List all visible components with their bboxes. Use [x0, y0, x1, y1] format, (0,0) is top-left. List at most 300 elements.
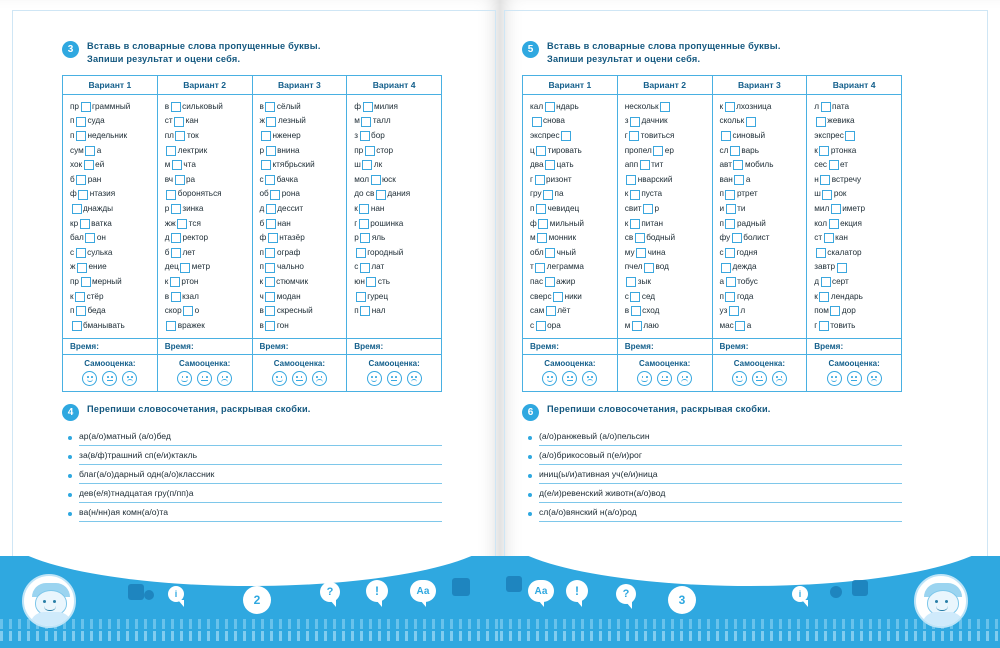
missing-letter-box[interactable] — [81, 277, 91, 287]
word-entry[interactable] — [625, 231, 708, 246]
word-entry[interactable] — [354, 143, 437, 158]
sad-face-icon[interactable] — [312, 371, 327, 386]
missing-letter-box[interactable] — [725, 102, 735, 112]
word-entry[interactable] — [165, 275, 248, 290]
missing-letter-box[interactable] — [819, 146, 829, 156]
word-entry[interactable] — [70, 202, 153, 217]
word-entry[interactable] — [814, 173, 897, 188]
word-entry[interactable] — [530, 158, 613, 173]
word-entry[interactable] — [530, 202, 613, 217]
missing-letter-box[interactable] — [821, 102, 831, 112]
missing-letter-box[interactable] — [84, 160, 94, 170]
time-label[interactable]: Время: — [63, 339, 158, 355]
word-entry[interactable] — [625, 173, 708, 188]
missing-letter-box[interactable] — [177, 219, 187, 229]
missing-letter-box[interactable] — [265, 102, 275, 112]
word-entry[interactable] — [530, 100, 613, 115]
missing-letter-box[interactable] — [76, 117, 86, 127]
word-entry[interactable] — [814, 114, 897, 129]
word-entry[interactable] — [530, 260, 613, 275]
missing-letter-box[interactable] — [725, 219, 735, 229]
missing-letter-box[interactable] — [735, 321, 745, 331]
word-entry[interactable] — [260, 202, 343, 217]
missing-letter-box[interactable] — [265, 292, 275, 302]
word-entry[interactable] — [165, 319, 248, 334]
word-entry[interactable] — [530, 231, 613, 246]
missing-letter-box[interactable] — [626, 175, 636, 185]
word-entry[interactable] — [720, 319, 803, 334]
missing-letter-box[interactable] — [561, 131, 571, 141]
missing-letter-box[interactable] — [821, 277, 831, 287]
word-entry[interactable] — [625, 304, 708, 319]
happy-face-icon[interactable] — [637, 371, 652, 386]
word-entry[interactable] — [625, 187, 708, 202]
word-entry[interactable] — [530, 143, 613, 158]
word-entry[interactable] — [814, 216, 897, 231]
word-entry[interactable] — [354, 173, 437, 188]
phrase-text[interactable]: ва(н/нн)ая комн(а/о)та — [79, 505, 442, 522]
missing-letter-box[interactable] — [644, 263, 654, 273]
word-entry[interactable] — [530, 304, 613, 319]
word-entry[interactable] — [260, 158, 343, 173]
word-entry[interactable] — [70, 129, 153, 144]
missing-letter-box[interactable] — [816, 117, 826, 127]
word-entry[interactable] — [354, 202, 437, 217]
missing-letter-box[interactable] — [829, 160, 839, 170]
word-entry[interactable] — [70, 304, 153, 319]
missing-letter-box[interactable] — [630, 117, 640, 127]
missing-letter-box[interactable] — [630, 292, 640, 302]
missing-letter-box[interactable] — [376, 190, 386, 200]
missing-letter-box[interactable] — [266, 146, 276, 156]
word-entry[interactable] — [625, 246, 708, 261]
word-entry[interactable] — [70, 173, 153, 188]
self-evaluation-cell[interactable] — [617, 355, 712, 392]
missing-letter-box[interactable] — [76, 248, 86, 258]
word-entry[interactable] — [625, 114, 708, 129]
missing-letter-box[interactable] — [265, 277, 275, 287]
word-entry[interactable] — [260, 114, 343, 129]
missing-letter-box[interactable] — [166, 146, 176, 156]
word-entry[interactable] — [720, 216, 803, 231]
sad-face-icon[interactable] — [407, 371, 422, 386]
missing-letter-box[interactable] — [626, 277, 636, 287]
word-entry[interactable] — [720, 289, 803, 304]
word-entry[interactable] — [70, 246, 153, 261]
phrase-text[interactable]: (а/о)ранжевый (а/о)пельсин — [539, 429, 902, 446]
missing-letter-box[interactable] — [261, 131, 271, 141]
word-entry[interactable] — [165, 173, 248, 188]
missing-letter-box[interactable] — [545, 160, 555, 170]
word-entry[interactable] — [165, 187, 248, 202]
word-entry[interactable] — [814, 289, 897, 304]
missing-letter-box[interactable] — [362, 160, 372, 170]
word-entry[interactable] — [165, 246, 248, 261]
word-entry[interactable] — [354, 304, 437, 319]
missing-letter-box[interactable] — [635, 233, 645, 243]
word-entry[interactable] — [70, 275, 153, 290]
happy-face-icon[interactable] — [367, 371, 382, 386]
missing-letter-box[interactable] — [629, 131, 639, 141]
happy-face-icon[interactable] — [272, 371, 287, 386]
word-entry[interactable] — [814, 319, 897, 334]
word-entry[interactable] — [70, 231, 153, 246]
missing-letter-box[interactable] — [536, 321, 546, 331]
word-entry[interactable] — [625, 275, 708, 290]
word-entry[interactable] — [260, 319, 343, 334]
missing-letter-box[interactable] — [845, 131, 855, 141]
word-entry[interactable] — [814, 304, 897, 319]
smiley-rating-group[interactable] — [161, 371, 249, 386]
missing-letter-box[interactable] — [171, 204, 181, 214]
missing-letter-box[interactable] — [175, 131, 185, 141]
missing-letter-box[interactable] — [640, 160, 650, 170]
missing-letter-box[interactable] — [180, 263, 190, 273]
missing-letter-box[interactable] — [660, 102, 670, 112]
missing-letter-box[interactable] — [732, 233, 742, 243]
word-entry[interactable] — [720, 129, 803, 144]
smiley-rating-group[interactable] — [810, 371, 898, 386]
missing-letter-box[interactable] — [636, 248, 646, 258]
word-entry[interactable] — [260, 289, 343, 304]
word-entry[interactable] — [814, 100, 897, 115]
word-entry[interactable] — [260, 231, 343, 246]
word-entry[interactable] — [260, 304, 343, 319]
missing-letter-box[interactable] — [535, 263, 545, 273]
missing-letter-box[interactable] — [80, 219, 90, 229]
phrase-text[interactable]: д(е/и)ревенский животн(а/о)вод — [539, 486, 902, 503]
word-entry[interactable] — [354, 129, 437, 144]
word-entry[interactable] — [720, 187, 803, 202]
word-entry[interactable] — [625, 319, 708, 334]
missing-letter-box[interactable] — [535, 175, 545, 185]
missing-letter-box[interactable] — [725, 292, 735, 302]
word-entry[interactable] — [530, 129, 613, 144]
happy-face-icon[interactable] — [827, 371, 842, 386]
word-entry[interactable] — [165, 216, 248, 231]
missing-letter-box[interactable] — [171, 233, 181, 243]
word-entry[interactable] — [625, 216, 708, 231]
self-evaluation-cell[interactable] — [63, 355, 158, 392]
smiley-rating-group[interactable] — [256, 371, 344, 386]
word-entry[interactable] — [720, 100, 803, 115]
neutral-face-icon[interactable] — [752, 371, 767, 386]
word-entry[interactable] — [354, 158, 437, 173]
word-entry[interactable] — [70, 187, 153, 202]
missing-letter-box[interactable] — [730, 146, 740, 156]
time-label[interactable]: Время: — [712, 339, 807, 355]
missing-letter-box[interactable] — [631, 306, 641, 316]
self-evaluation-cell[interactable] — [252, 355, 347, 392]
time-label[interactable]: Время: — [157, 339, 252, 355]
missing-letter-box[interactable] — [261, 160, 271, 170]
word-entry[interactable] — [625, 158, 708, 173]
word-entry[interactable] — [165, 143, 248, 158]
word-entry[interactable] — [625, 289, 708, 304]
missing-letter-box[interactable] — [829, 219, 839, 229]
missing-letter-box[interactable] — [366, 277, 376, 287]
missing-letter-box[interactable] — [265, 306, 275, 316]
phrase-text[interactable]: ар(а/о)матный (а/о)бед — [79, 429, 442, 446]
sad-face-icon[interactable] — [772, 371, 787, 386]
word-entry[interactable] — [625, 129, 708, 144]
missing-letter-box[interactable] — [265, 263, 275, 273]
word-entry[interactable] — [530, 289, 613, 304]
word-entry[interactable] — [530, 173, 613, 188]
word-entry[interactable] — [530, 246, 613, 261]
missing-letter-box[interactable] — [537, 233, 547, 243]
missing-letter-box[interactable] — [360, 233, 370, 243]
word-entry[interactable] — [720, 260, 803, 275]
smiley-rating-group[interactable] — [66, 371, 154, 386]
missing-letter-box[interactable] — [725, 190, 735, 200]
word-entry[interactable] — [625, 260, 708, 275]
word-entry[interactable] — [530, 275, 613, 290]
neutral-face-icon[interactable] — [102, 371, 117, 386]
happy-face-icon[interactable] — [732, 371, 747, 386]
word-entry[interactable] — [165, 289, 248, 304]
missing-letter-box[interactable] — [361, 117, 371, 127]
missing-letter-box[interactable] — [643, 204, 653, 214]
sad-face-icon[interactable] — [122, 371, 137, 386]
word-entry[interactable] — [260, 129, 343, 144]
word-entry[interactable] — [260, 143, 343, 158]
missing-letter-box[interactable] — [536, 146, 546, 156]
self-evaluation-cell[interactable] — [347, 355, 442, 392]
missing-letter-box[interactable] — [553, 292, 563, 302]
phrase-text[interactable]: (а/о)брикосовый п(е/и)рог — [539, 448, 902, 465]
missing-letter-box[interactable] — [830, 306, 840, 316]
missing-letter-box[interactable] — [266, 204, 276, 214]
missing-letter-box[interactable] — [632, 321, 642, 331]
missing-letter-box[interactable] — [268, 233, 278, 243]
word-entry[interactable] — [70, 319, 153, 334]
word-entry[interactable] — [70, 260, 153, 275]
missing-letter-box[interactable] — [166, 190, 176, 200]
missing-letter-box[interactable] — [721, 131, 731, 141]
word-entry[interactable] — [354, 100, 437, 115]
word-entry[interactable] — [720, 173, 803, 188]
missing-letter-box[interactable] — [85, 233, 95, 243]
neutral-face-icon[interactable] — [197, 371, 212, 386]
word-entry[interactable] — [814, 129, 897, 144]
word-entry[interactable] — [165, 260, 248, 275]
word-entry[interactable] — [354, 246, 437, 261]
missing-letter-box[interactable] — [174, 117, 184, 127]
word-entry[interactable] — [354, 260, 437, 275]
missing-letter-box[interactable] — [733, 160, 743, 170]
missing-letter-box[interactable] — [360, 263, 370, 273]
word-entry[interactable] — [70, 289, 153, 304]
missing-letter-box[interactable] — [72, 204, 82, 214]
word-entry[interactable] — [260, 187, 343, 202]
missing-letter-box[interactable] — [360, 131, 370, 141]
word-entry[interactable] — [720, 114, 803, 129]
sad-face-icon[interactable] — [867, 371, 882, 386]
phrase-text[interactable]: сл(а/о)вянский н(а/о)род — [539, 505, 902, 522]
missing-letter-box[interactable] — [265, 248, 275, 258]
missing-letter-box[interactable] — [819, 321, 829, 331]
missing-letter-box[interactable] — [831, 204, 841, 214]
missing-letter-box[interactable] — [365, 146, 375, 156]
missing-letter-box[interactable] — [837, 263, 847, 273]
word-entry[interactable] — [354, 275, 437, 290]
phrase-text[interactable]: дев(е/я)тнадцатая гру(п/пп)а — [79, 486, 442, 503]
word-entry[interactable] — [530, 114, 613, 129]
missing-letter-box[interactable] — [726, 277, 736, 287]
missing-letter-box[interactable] — [76, 306, 86, 316]
word-entry[interactable] — [720, 231, 803, 246]
word-entry[interactable] — [260, 246, 343, 261]
missing-letter-box[interactable] — [75, 292, 85, 302]
time-label[interactable]: Время: — [523, 339, 618, 355]
word-entry[interactable] — [260, 260, 343, 275]
phrase-text[interactable]: иниц(ы/и)ативная уч(е/и)ница — [539, 467, 902, 484]
missing-letter-box[interactable] — [819, 292, 829, 302]
neutral-face-icon[interactable] — [292, 371, 307, 386]
missing-letter-box[interactable] — [545, 102, 555, 112]
word-entry[interactable] — [260, 275, 343, 290]
smiley-rating-group[interactable] — [621, 371, 709, 386]
word-entry[interactable] — [70, 114, 153, 129]
word-entry[interactable] — [720, 304, 803, 319]
word-entry[interactable] — [70, 100, 153, 115]
missing-letter-box[interactable] — [545, 277, 555, 287]
missing-letter-box[interactable] — [265, 321, 275, 331]
word-entry[interactable] — [720, 275, 803, 290]
word-entry[interactable] — [70, 143, 153, 158]
sad-face-icon[interactable] — [582, 371, 597, 386]
missing-letter-box[interactable] — [78, 190, 88, 200]
missing-letter-box[interactable] — [630, 219, 640, 229]
missing-letter-box[interactable] — [183, 306, 193, 316]
happy-face-icon[interactable] — [177, 371, 192, 386]
happy-face-icon[interactable] — [82, 371, 97, 386]
missing-letter-box[interactable] — [630, 190, 640, 200]
missing-letter-box[interactable] — [536, 204, 546, 214]
missing-letter-box[interactable] — [356, 248, 366, 258]
missing-letter-box[interactable] — [76, 131, 86, 141]
word-entry[interactable] — [530, 187, 613, 202]
missing-letter-box[interactable] — [734, 175, 744, 185]
word-entry[interactable] — [354, 187, 437, 202]
missing-letter-box[interactable] — [545, 248, 555, 258]
word-entry[interactable] — [165, 114, 248, 129]
word-entry[interactable] — [70, 158, 153, 173]
missing-letter-box[interactable] — [72, 321, 82, 331]
missing-letter-box[interactable] — [820, 175, 830, 185]
self-evaluation-cell[interactable] — [157, 355, 252, 392]
missing-letter-box[interactable] — [532, 117, 542, 127]
missing-letter-box[interactable] — [77, 263, 87, 273]
missing-letter-box[interactable] — [172, 160, 182, 170]
missing-letter-box[interactable] — [726, 204, 736, 214]
missing-letter-box[interactable] — [171, 292, 181, 302]
word-entry[interactable] — [354, 231, 437, 246]
sad-face-icon[interactable] — [217, 371, 232, 386]
word-entry[interactable] — [720, 202, 803, 217]
missing-letter-box[interactable] — [171, 248, 181, 258]
missing-letter-box[interactable] — [166, 321, 176, 331]
missing-letter-box[interactable] — [265, 175, 275, 185]
word-entry[interactable] — [814, 143, 897, 158]
word-entry[interactable] — [814, 187, 897, 202]
missing-letter-box[interactable] — [356, 292, 366, 302]
self-evaluation-cell[interactable] — [712, 355, 807, 392]
missing-letter-box[interactable] — [81, 102, 91, 112]
word-entry[interactable] — [814, 260, 897, 275]
word-entry[interactable] — [720, 246, 803, 261]
missing-letter-box[interactable] — [363, 102, 373, 112]
word-entry[interactable] — [260, 173, 343, 188]
missing-letter-box[interactable] — [746, 117, 756, 127]
word-entry[interactable] — [814, 158, 897, 173]
sad-face-icon[interactable] — [677, 371, 692, 386]
word-entry[interactable] — [720, 158, 803, 173]
missing-letter-box[interactable] — [816, 248, 826, 258]
missing-letter-box[interactable] — [546, 306, 556, 316]
missing-letter-box[interactable] — [360, 306, 370, 316]
word-entry[interactable] — [354, 216, 437, 231]
word-entry[interactable] — [260, 100, 343, 115]
word-entry[interactable] — [354, 114, 437, 129]
time-label[interactable]: Время: — [617, 339, 712, 355]
word-entry[interactable] — [530, 319, 613, 334]
word-entry[interactable] — [814, 202, 897, 217]
smiley-rating-group[interactable] — [716, 371, 804, 386]
time-label[interactable]: Время: — [252, 339, 347, 355]
missing-letter-box[interactable] — [729, 306, 739, 316]
missing-letter-box[interactable] — [653, 146, 663, 156]
missing-letter-box[interactable] — [543, 190, 553, 200]
missing-letter-box[interactable] — [170, 277, 180, 287]
missing-letter-box[interactable] — [266, 117, 276, 127]
missing-letter-box[interactable] — [171, 102, 181, 112]
missing-letter-box[interactable] — [721, 263, 731, 273]
missing-letter-box[interactable] — [85, 146, 95, 156]
word-entry[interactable] — [720, 143, 803, 158]
neutral-face-icon[interactable] — [847, 371, 862, 386]
word-entry[interactable] — [625, 100, 708, 115]
word-entry[interactable] — [814, 231, 897, 246]
happy-face-icon[interactable] — [542, 371, 557, 386]
word-entry[interactable] — [165, 129, 248, 144]
word-entry[interactable] — [165, 231, 248, 246]
word-entry[interactable] — [165, 100, 248, 115]
missing-letter-box[interactable] — [371, 175, 381, 185]
word-entry[interactable] — [165, 158, 248, 173]
smiley-rating-group[interactable] — [526, 371, 614, 386]
missing-letter-box[interactable] — [175, 175, 185, 185]
missing-letter-box[interactable] — [824, 233, 834, 243]
missing-letter-box[interactable] — [76, 175, 86, 185]
word-entry[interactable] — [354, 289, 437, 304]
missing-letter-box[interactable] — [822, 190, 832, 200]
missing-letter-box[interactable] — [359, 219, 369, 229]
word-entry[interactable] — [625, 143, 708, 158]
missing-letter-box[interactable] — [359, 204, 369, 214]
time-label[interactable]: Время: — [807, 339, 902, 355]
word-entry[interactable] — [814, 275, 897, 290]
phrase-text[interactable]: благ(а/о)дарный одн(а/о)классник — [79, 467, 442, 484]
word-entry[interactable] — [260, 216, 343, 231]
neutral-face-icon[interactable] — [387, 371, 402, 386]
word-entry[interactable] — [814, 246, 897, 261]
word-entry[interactable] — [625, 202, 708, 217]
neutral-face-icon[interactable] — [562, 371, 577, 386]
self-evaluation-cell[interactable] — [807, 355, 902, 392]
time-label[interactable]: Время: — [347, 339, 442, 355]
